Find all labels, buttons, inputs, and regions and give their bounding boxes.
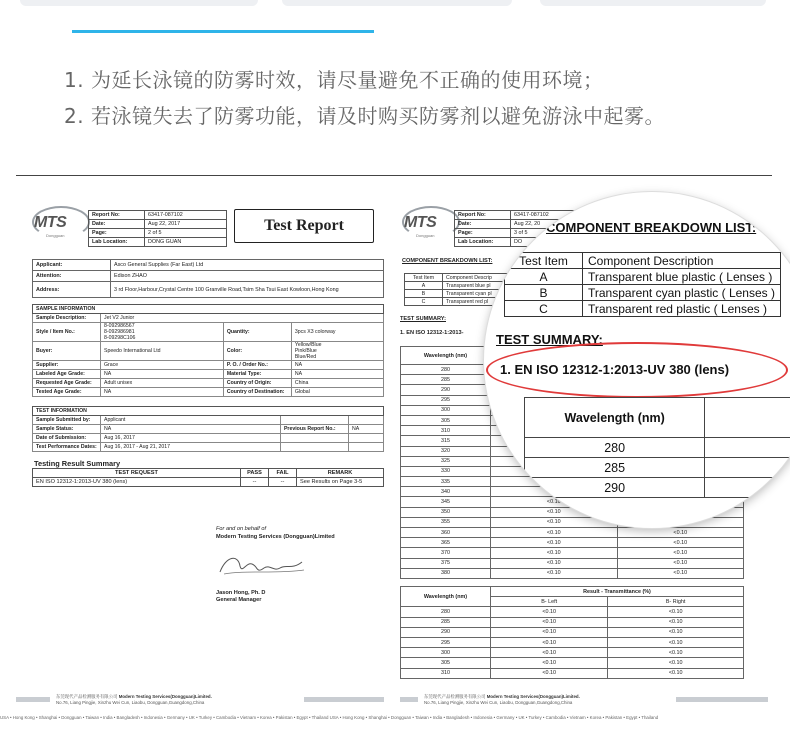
magnified-test-summary-title: TEST SUMMARY: [496, 332, 603, 347]
test-info-label [280, 443, 348, 452]
wavelength-value: 305 [401, 658, 491, 668]
magnified-test-summary-line: 1. EN ISO 12312-1:2013-UV 380 (lens) [500, 362, 730, 377]
wavelength-value: 285 [401, 617, 491, 627]
address-value: 3 rd Floor,Harbour,Crystal Centre 100 Granville Road,Tsim Sha Tsui East Kowloon,Hong Kong [111, 282, 384, 298]
wavelength-value: 335 [401, 477, 491, 487]
wavelength-row [401, 637, 744, 647]
attention-label: Attention: [33, 271, 111, 282]
sample-label: Tested Age Grade: [33, 388, 101, 397]
footer-cn: 东莞现代产品检测服务有限公司 [424, 694, 486, 699]
test-info-value: Aug 16, 2017 [101, 434, 281, 443]
wavelength-value: 285 [401, 375, 491, 385]
test-info-label: Sample Status: [33, 425, 101, 434]
wavelength-value: 350 [401, 507, 491, 517]
result-header: Result - Transmittance (%) [491, 587, 744, 597]
component-breakdown-title: COMPONENT BREAKDOWN LIST: [402, 258, 493, 264]
sample-label: Country of Destination: [223, 388, 291, 397]
wavelength-value: 365 [401, 538, 491, 548]
header-label: Lab Location: [89, 238, 145, 247]
wavelength-header: Wavelength (nm) [525, 398, 705, 438]
sample-value: NA [101, 388, 224, 397]
transmittance-value: <0.10 [608, 668, 744, 678]
test-info-title: TEST INFORMATION [33, 407, 384, 416]
summary-header: PASS [241, 469, 269, 478]
transmittance-value: <0.10 [491, 548, 618, 558]
logo-text: MTS [34, 214, 67, 231]
sample-value: NA [101, 370, 224, 379]
sample-label: Requested Age Grade: [33, 379, 101, 388]
result-summary-title: Testing Result Summary [34, 459, 121, 468]
top-pill [540, 0, 766, 6]
test-info-label: Test Performance Dates: [33, 443, 101, 452]
component-header: Test Item [505, 253, 583, 269]
quantity-label: Quantity: [223, 323, 291, 342]
wavelength-value: 280 [401, 365, 491, 375]
summary-header: FAIL [269, 469, 297, 478]
logo-text: MTS [404, 214, 437, 231]
transmittance-value: <0.10 [608, 658, 744, 668]
company-name: Modern Testing Services (Dongguan)Limited [216, 534, 335, 540]
footer-bar [304, 697, 384, 702]
wavelength-value: 290 [525, 478, 705, 498]
style-label: Style / Item No.: [33, 323, 101, 342]
magnified-component-table [504, 252, 781, 317]
logo-sub: Dongguan [46, 233, 65, 238]
wavelength-value: 295 [401, 395, 491, 405]
component-header: Component Description [583, 253, 781, 269]
test-info-label: Previous Report No.: [280, 425, 348, 434]
test-summary-line: 1. EN ISO 12312-1:2013- [400, 330, 464, 336]
wavelength-value: 305 [401, 415, 491, 425]
transmittance-value: <0.10 [491, 617, 608, 627]
sample-info-title: SAMPLE INFORMATION [33, 305, 384, 314]
component-desc: Transparent cyan plastic ( Lenses ) [583, 285, 781, 301]
sample-label: P. O. / Order No.: [223, 361, 291, 370]
component-header: Test Item [405, 274, 443, 282]
wavelength-value: 300 [401, 405, 491, 415]
component-item: B [505, 285, 583, 301]
transmittance-value: <0.10 [608, 637, 744, 647]
magnified-component-title: COMPONENT BREAKDOWN LIST: [546, 220, 757, 235]
test-info-value: Aug 16, 2017 - Aug 21, 2017 [101, 443, 281, 452]
header-label: Page: [455, 229, 511, 238]
component-desc: Transparent blue plastic ( Lenses ) [583, 269, 781, 285]
transmittance-value: <0.10 [608, 607, 744, 617]
magnified-wavelength-table [524, 397, 790, 498]
footer-address: No.76, Liang Pingjie, Xinzhu Wei Cun, Liaobu, Dongguan,Guangdong,China [424, 700, 573, 705]
footer-cn: 东莞现代产品检测服务有限公司 [56, 694, 118, 699]
wavelength-value: 380 [401, 568, 491, 578]
transmittance-value: <0.10 [617, 568, 744, 578]
applicant-table [32, 259, 384, 298]
sample-label: Material Type: [223, 370, 291, 379]
report-date: Aug 22, 2017 [145, 220, 227, 229]
sample-label: Country of Origin: [223, 379, 291, 388]
result-summary-table [32, 468, 384, 487]
component-item: C [405, 298, 443, 306]
transmittance-value: <0.10 [491, 538, 618, 548]
wavelength-value: 375 [401, 558, 491, 568]
wavelength-row [401, 658, 744, 668]
test-info-value [348, 416, 383, 425]
quantity-value: 3pcs X3 colorway [291, 323, 383, 342]
note-line-1: 1. 为延长泳镜的防雾时效，请尽量避免不正确的使用环境； [64, 68, 604, 92]
component-item: B [405, 290, 443, 298]
on-behalf-text: For and on behalf of [216, 526, 267, 532]
result-cell [705, 478, 790, 498]
wavelength-value: 340 [401, 487, 491, 497]
footer-bar [676, 697, 768, 702]
test-information-table [32, 406, 384, 452]
footer-text [56, 694, 212, 705]
transmittance-value: <0.10 [491, 558, 618, 568]
page-footer [400, 694, 770, 706]
logo-sub: Dongguan [416, 233, 435, 238]
color-value: Pink/Blue [294, 348, 317, 354]
style-value: 8-092986567 [104, 323, 135, 329]
test-report-title: Test Report [234, 209, 374, 243]
header-label: Date: [455, 220, 511, 229]
sample-value: Grace [101, 361, 224, 370]
page-footer [16, 694, 386, 706]
style-values [101, 323, 224, 342]
transmittance-value: <0.10 [617, 548, 744, 558]
color-value: Blue/Red [294, 354, 317, 360]
result-cell [705, 458, 790, 478]
signatory [216, 590, 265, 604]
test-info-value [348, 443, 383, 452]
color-label: Color: [223, 342, 291, 361]
component-item: C [505, 301, 583, 317]
wavelength-row [401, 617, 744, 627]
sample-information-table [32, 304, 384, 397]
mts-logo [28, 206, 94, 240]
color-value: Yellow/Blue [294, 342, 322, 348]
footer-bar [400, 697, 418, 702]
wavelength-value: 280 [525, 438, 705, 458]
header-label: Report No: [455, 211, 511, 220]
summary-header: REMARK [297, 469, 384, 478]
wavelength-row [401, 607, 744, 617]
wavelength-row [401, 627, 744, 637]
wavelength-value: 310 [401, 668, 491, 678]
footer-address: No.76, Liang Pingjie, Xinzhu Wei Cun, Liaobu, Dongguan,Guangdong,China [56, 700, 205, 705]
magnifier-lens [484, 192, 790, 528]
component-header: Component Descrip [443, 274, 513, 282]
note-line-2: 2. 若泳镜失去了防雾功能，请及时购买防雾剂以避免游泳中起雾。 [64, 104, 665, 128]
buyer-label: Buyer: [33, 342, 101, 361]
wavelength-row [401, 528, 744, 538]
test-info-label [280, 434, 348, 443]
transmittance-value: <0.10 [491, 648, 608, 658]
wavelength-value: 360 [401, 528, 491, 538]
wavelength-value: 315 [401, 436, 491, 446]
transmittance-value: <0.10 [491, 568, 618, 578]
transmittance-value: <0.10 [491, 607, 608, 617]
component-desc: Transparent red plastic ( Lenses ) [583, 301, 781, 317]
header-label: Lab Location: [455, 238, 511, 247]
style-value: 8-092986981 [104, 329, 135, 335]
transmittance-value: <0.10 [617, 528, 744, 538]
transmittance-value: <0.10 [608, 627, 744, 637]
header-label: Page: [89, 229, 145, 238]
report-page-2 [14, 200, 386, 710]
wavelength-value: 280 [401, 607, 491, 617]
component-desc: Transparent red pl [443, 298, 513, 306]
sample-value: Adult unisex [101, 379, 224, 388]
signature-scribble [216, 552, 308, 580]
report-page: 2 of 5 [145, 229, 227, 238]
lab-location: DO [511, 238, 593, 247]
transmittance-value: <0.10 [491, 627, 608, 637]
accent-line [72, 30, 374, 33]
test-summary-title: TEST SUMMARY: [400, 316, 446, 322]
top-pill [20, 0, 258, 6]
sample-description-value: Jet V2 Junior [101, 314, 384, 323]
wavelength-row [401, 558, 744, 568]
transmittance-value: <0.10 [608, 648, 744, 658]
transmittance-value: <0.10 [491, 507, 618, 517]
footer-company: Modern Testing Services(Dongguan)Limited. [118, 694, 212, 699]
wavelength-value: 285 [525, 458, 705, 478]
wavelength-value: 300 [401, 648, 491, 658]
buyer-value: Speedo International Ltd [101, 342, 224, 361]
footer-company: Modern Testing Services(Dongguan)Limited. [486, 694, 580, 699]
wavelength-value: 325 [401, 456, 491, 466]
applicant-label: Applicant: [33, 260, 111, 271]
transmittance-value: <0.10 [617, 538, 744, 548]
wavelength-row [401, 538, 744, 548]
magnified-content [484, 192, 790, 528]
wavelength-value: 310 [401, 426, 491, 436]
wavelength-value: 295 [401, 637, 491, 647]
component-item: A [405, 282, 443, 290]
wavelength-row [401, 548, 744, 558]
signatory-name: Jason Hong, Ph. D [216, 590, 266, 596]
wavelength-row [401, 568, 744, 578]
wavelength-row [401, 668, 744, 678]
lab-location: DONG GUAN [145, 238, 227, 247]
component-desc: Transparent cyan pl [443, 290, 513, 298]
transmittance-value: <0.10 [491, 517, 618, 527]
result-header [705, 398, 790, 438]
sample-value: NA [291, 361, 383, 370]
wavelength-value: 370 [401, 548, 491, 558]
report-date: Aug 22, 20 [511, 220, 593, 229]
footer-bar [16, 697, 50, 702]
test-info-value [348, 434, 383, 443]
header-label: Date: [89, 220, 145, 229]
report-header-table [88, 210, 227, 247]
signature-block [216, 526, 335, 540]
transmittance-value: <0.10 [608, 617, 744, 627]
wavelength-value: 355 [401, 517, 491, 527]
footer-text [424, 694, 580, 705]
test-info-value: NA [348, 425, 383, 434]
divider [16, 175, 772, 176]
country-list: USA • Hong Kong • Shanghai • Dongguan • Taiwan • India • Bangladesh • Indonesia • Germany • UK • Turkey • Cambodia • Vietnam • Korea • Pakistan • Egypt • Thailand USA • Hong Kong • Shanghai • Dongguan • Taiwan • India • Bangladesh • Indonesia • Germany • UK • Turkey • Cambodia • Vietnam • Korea • Pakistan • Egypt • Thailand [0, 715, 659, 720]
summary-cell: EN ISO 12312-1:2013-UV 380 (lens) [33, 478, 241, 487]
transmittance-value: <0.10 [491, 528, 618, 538]
result-cell [705, 438, 790, 458]
address-label: Address: [33, 282, 111, 298]
summary-cell: See Results on Page 3-5 [297, 478, 384, 487]
top-pill [282, 0, 512, 6]
transmittance-value: <0.10 [491, 658, 608, 668]
attention-value: Edison ZHAO [111, 271, 384, 282]
style-value: 8-09298C106 [104, 335, 136, 341]
signatory-role: General Manager [216, 597, 262, 603]
wavelength-value: 345 [401, 497, 491, 507]
sub-header-left: B- Left [491, 597, 608, 607]
sample-label: Supplier: [33, 361, 101, 370]
sub-header-right: B- Right [608, 597, 744, 607]
wavelength-value: 290 [401, 627, 491, 637]
summary-cell: -- [241, 478, 269, 487]
sample-value: Global [291, 388, 383, 397]
wavelength-row [401, 648, 744, 658]
header-label: Report No: [89, 211, 145, 220]
sample-description-label: Sample Description: [33, 314, 101, 323]
component-item: A [505, 269, 583, 285]
wavelength-table-2 [400, 586, 744, 679]
wavelength-header: Wavelength (nm) [401, 347, 491, 365]
wavelength-value: 330 [401, 466, 491, 476]
wavelength-value: 320 [401, 446, 491, 456]
sample-label: Labeled Age Grade: [33, 370, 101, 379]
report-number: 63417-087102 [145, 211, 227, 220]
test-info-value: NA [101, 425, 281, 434]
test-info-label [280, 416, 348, 425]
test-info-label: Date of Submission: [33, 434, 101, 443]
wavelength-header: Wavelength (nm) [401, 587, 491, 607]
report-page: 3 of 5 [511, 229, 593, 238]
transmittance-value: <0.10 [491, 668, 608, 678]
color-values [291, 342, 383, 361]
transmittance-value: <0.10 [617, 558, 744, 568]
transmittance-value: <0.10 [491, 497, 618, 507]
component-desc: Transparent blue pl [443, 282, 513, 290]
summary-cell: -- [269, 478, 297, 487]
sample-value: China [291, 379, 383, 388]
sample-value: NA [291, 370, 383, 379]
transmittance-value: <0.10 [491, 637, 608, 647]
report-number: 63417-087102 [511, 211, 593, 220]
applicant-value: Asco General Supplies (Far East) Ltd [111, 260, 384, 271]
summary-header: TEST REQUEST [33, 469, 241, 478]
test-info-label: Sample Submitted by: [33, 416, 101, 425]
test-info-value: Applicant [101, 416, 281, 425]
wavelength-value: 290 [401, 385, 491, 395]
